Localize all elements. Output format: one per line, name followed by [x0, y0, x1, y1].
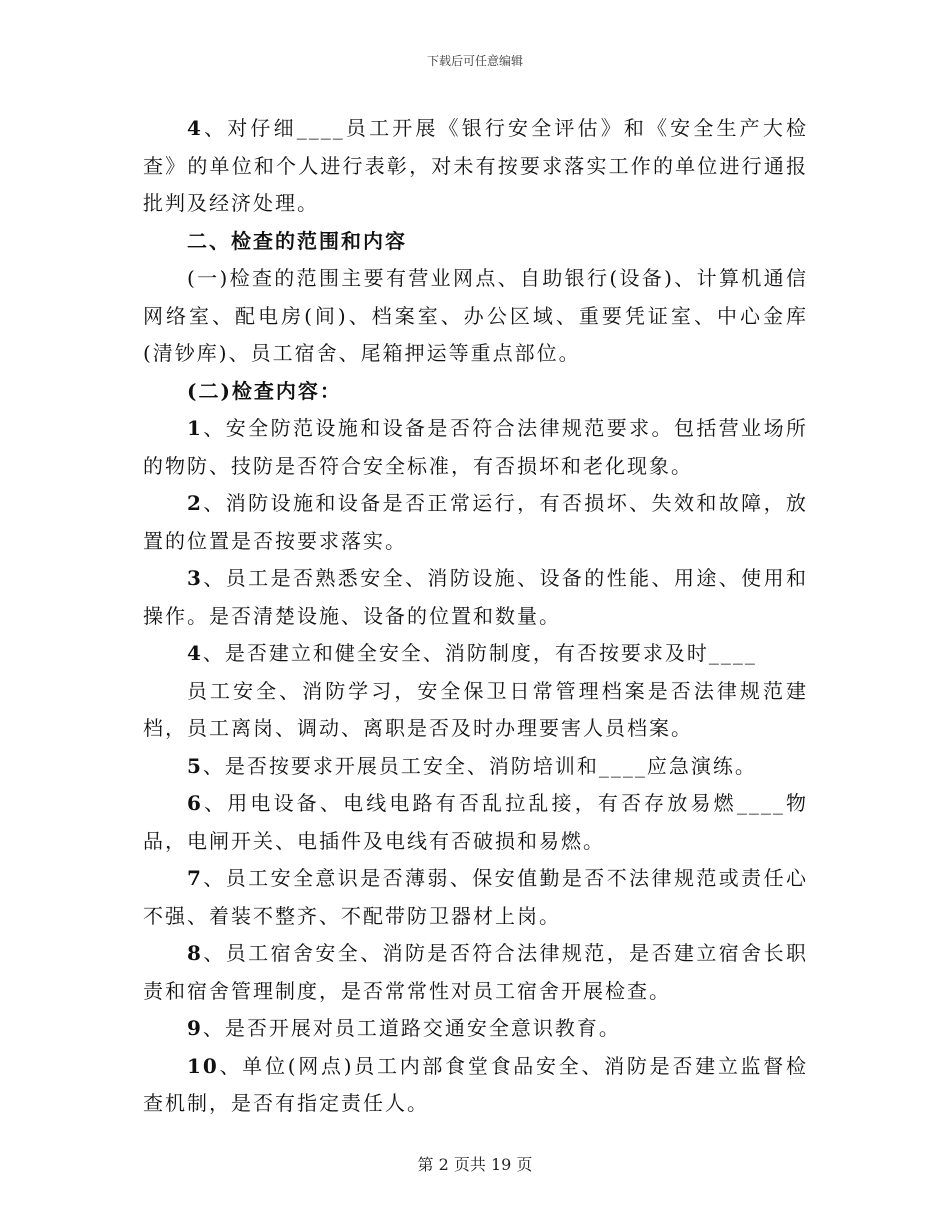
- item-number: 1: [187, 416, 203, 440]
- paragraph-text: 、用电设备、电线电路有否乱拉乱接，有否存放易燃____物品，电闸开关、电插件及电线有否破损和易燃。: [143, 791, 808, 853]
- sub-heading-content: (二)检查内容：: [187, 378, 342, 403]
- page-header: 下载后可任意编辑: [426, 54, 523, 68]
- item-number: 2: [187, 491, 203, 515]
- paragraph-item-6: [143, 785, 808, 860]
- paragraph-item-8: [143, 935, 808, 1010]
- section-heading: 二、检查的范围和内容: [187, 228, 407, 253]
- paragraph-item-7: [143, 860, 808, 935]
- paragraph-item-5: [143, 748, 808, 786]
- paragraph-text: 、消防设施和设备是否正常运行，有否损坏、失效和故障，放置的位置是否按要求落实。: [143, 491, 808, 553]
- paragraph-item-1: [143, 410, 808, 485]
- item-number: 7: [187, 866, 203, 890]
- paragraph-item-3: [143, 560, 808, 635]
- paragraph-text: 、是否开展对员工道路交通安全意识教育。: [202, 1016, 621, 1040]
- paragraph-item-9: [143, 1010, 808, 1048]
- page-footer: 第 2 页共 19 页: [417, 1155, 533, 1174]
- item-number: 10: [187, 1053, 219, 1078]
- paragraph-item-4-commendation: [143, 110, 808, 223]
- item-number: 8: [187, 941, 203, 965]
- item-number: 4: [187, 116, 203, 140]
- paragraph-item-2: [143, 485, 808, 560]
- item-number: 9: [187, 1016, 203, 1040]
- paragraph-text: 、员工是否熟悉安全、消防设施、设备的性能、用途、使用和操作。是否清楚设施、设备的位置和数量。: [143, 566, 808, 628]
- paragraph-text: 、安全防范设施和设备是否符合法律规范要求。包括营业场所的物防、技防是否符合安全标准，有否损坏和老化现象。: [143, 416, 808, 478]
- document-body: [143, 110, 808, 1123]
- item-number: 6: [187, 791, 203, 815]
- paragraph-scope: (一)检查的范围主要有营业网点、自助银行(设备)、计算机通信网络室、配电房(间)、档案室、办公区域、重要凭证室、中心金库(清钞库)、员工宿舍、尾箱押运等重点部位。: [143, 266, 808, 365]
- paragraph-item-4-continued: 员工安全、消防学习，安全保卫日常管理档案是否法律规范建档，员工离岗、调动、离职是否及时办理要害人员档案。: [143, 678, 808, 740]
- paragraph-text: 、对仔细____员工开展《银行安全评估》和《安全生产大检查》的单位和个人进行表彰，对未有按要求落实工作的单位进行通报批判及经济处理。: [143, 116, 808, 215]
- paragraph-text: 、员工宿舍安全、消防是否符合法律规范，是否建立宿舍长职责和宿舍管理制度，是否常常性对员工宿舍开展检查。: [143, 941, 808, 1003]
- paragraph-text: 、单位(网点)员工内部食堂食品安全、消防是否建立监督检查机制，是否有指定责任人。: [143, 1053, 808, 1115]
- paragraph-text: 、是否按要求开展员工安全、消防培训和____应急演练。: [202, 753, 757, 778]
- paragraph-text: 、员工安全意识是否薄弱、保安值勤是否不法律规范或责任心不强、着装不整齐、不配带防卫器材上岗。: [143, 866, 808, 928]
- paragraph-text: 、是否建立和健全安全、消防制度，有否按要求及时____: [202, 641, 757, 665]
- paragraph-item-4: [143, 635, 808, 673]
- item-number: 3: [187, 566, 203, 590]
- paragraph-item-10: [143, 1048, 808, 1123]
- item-number: 4: [187, 641, 203, 665]
- item-number: 5: [187, 753, 203, 778]
